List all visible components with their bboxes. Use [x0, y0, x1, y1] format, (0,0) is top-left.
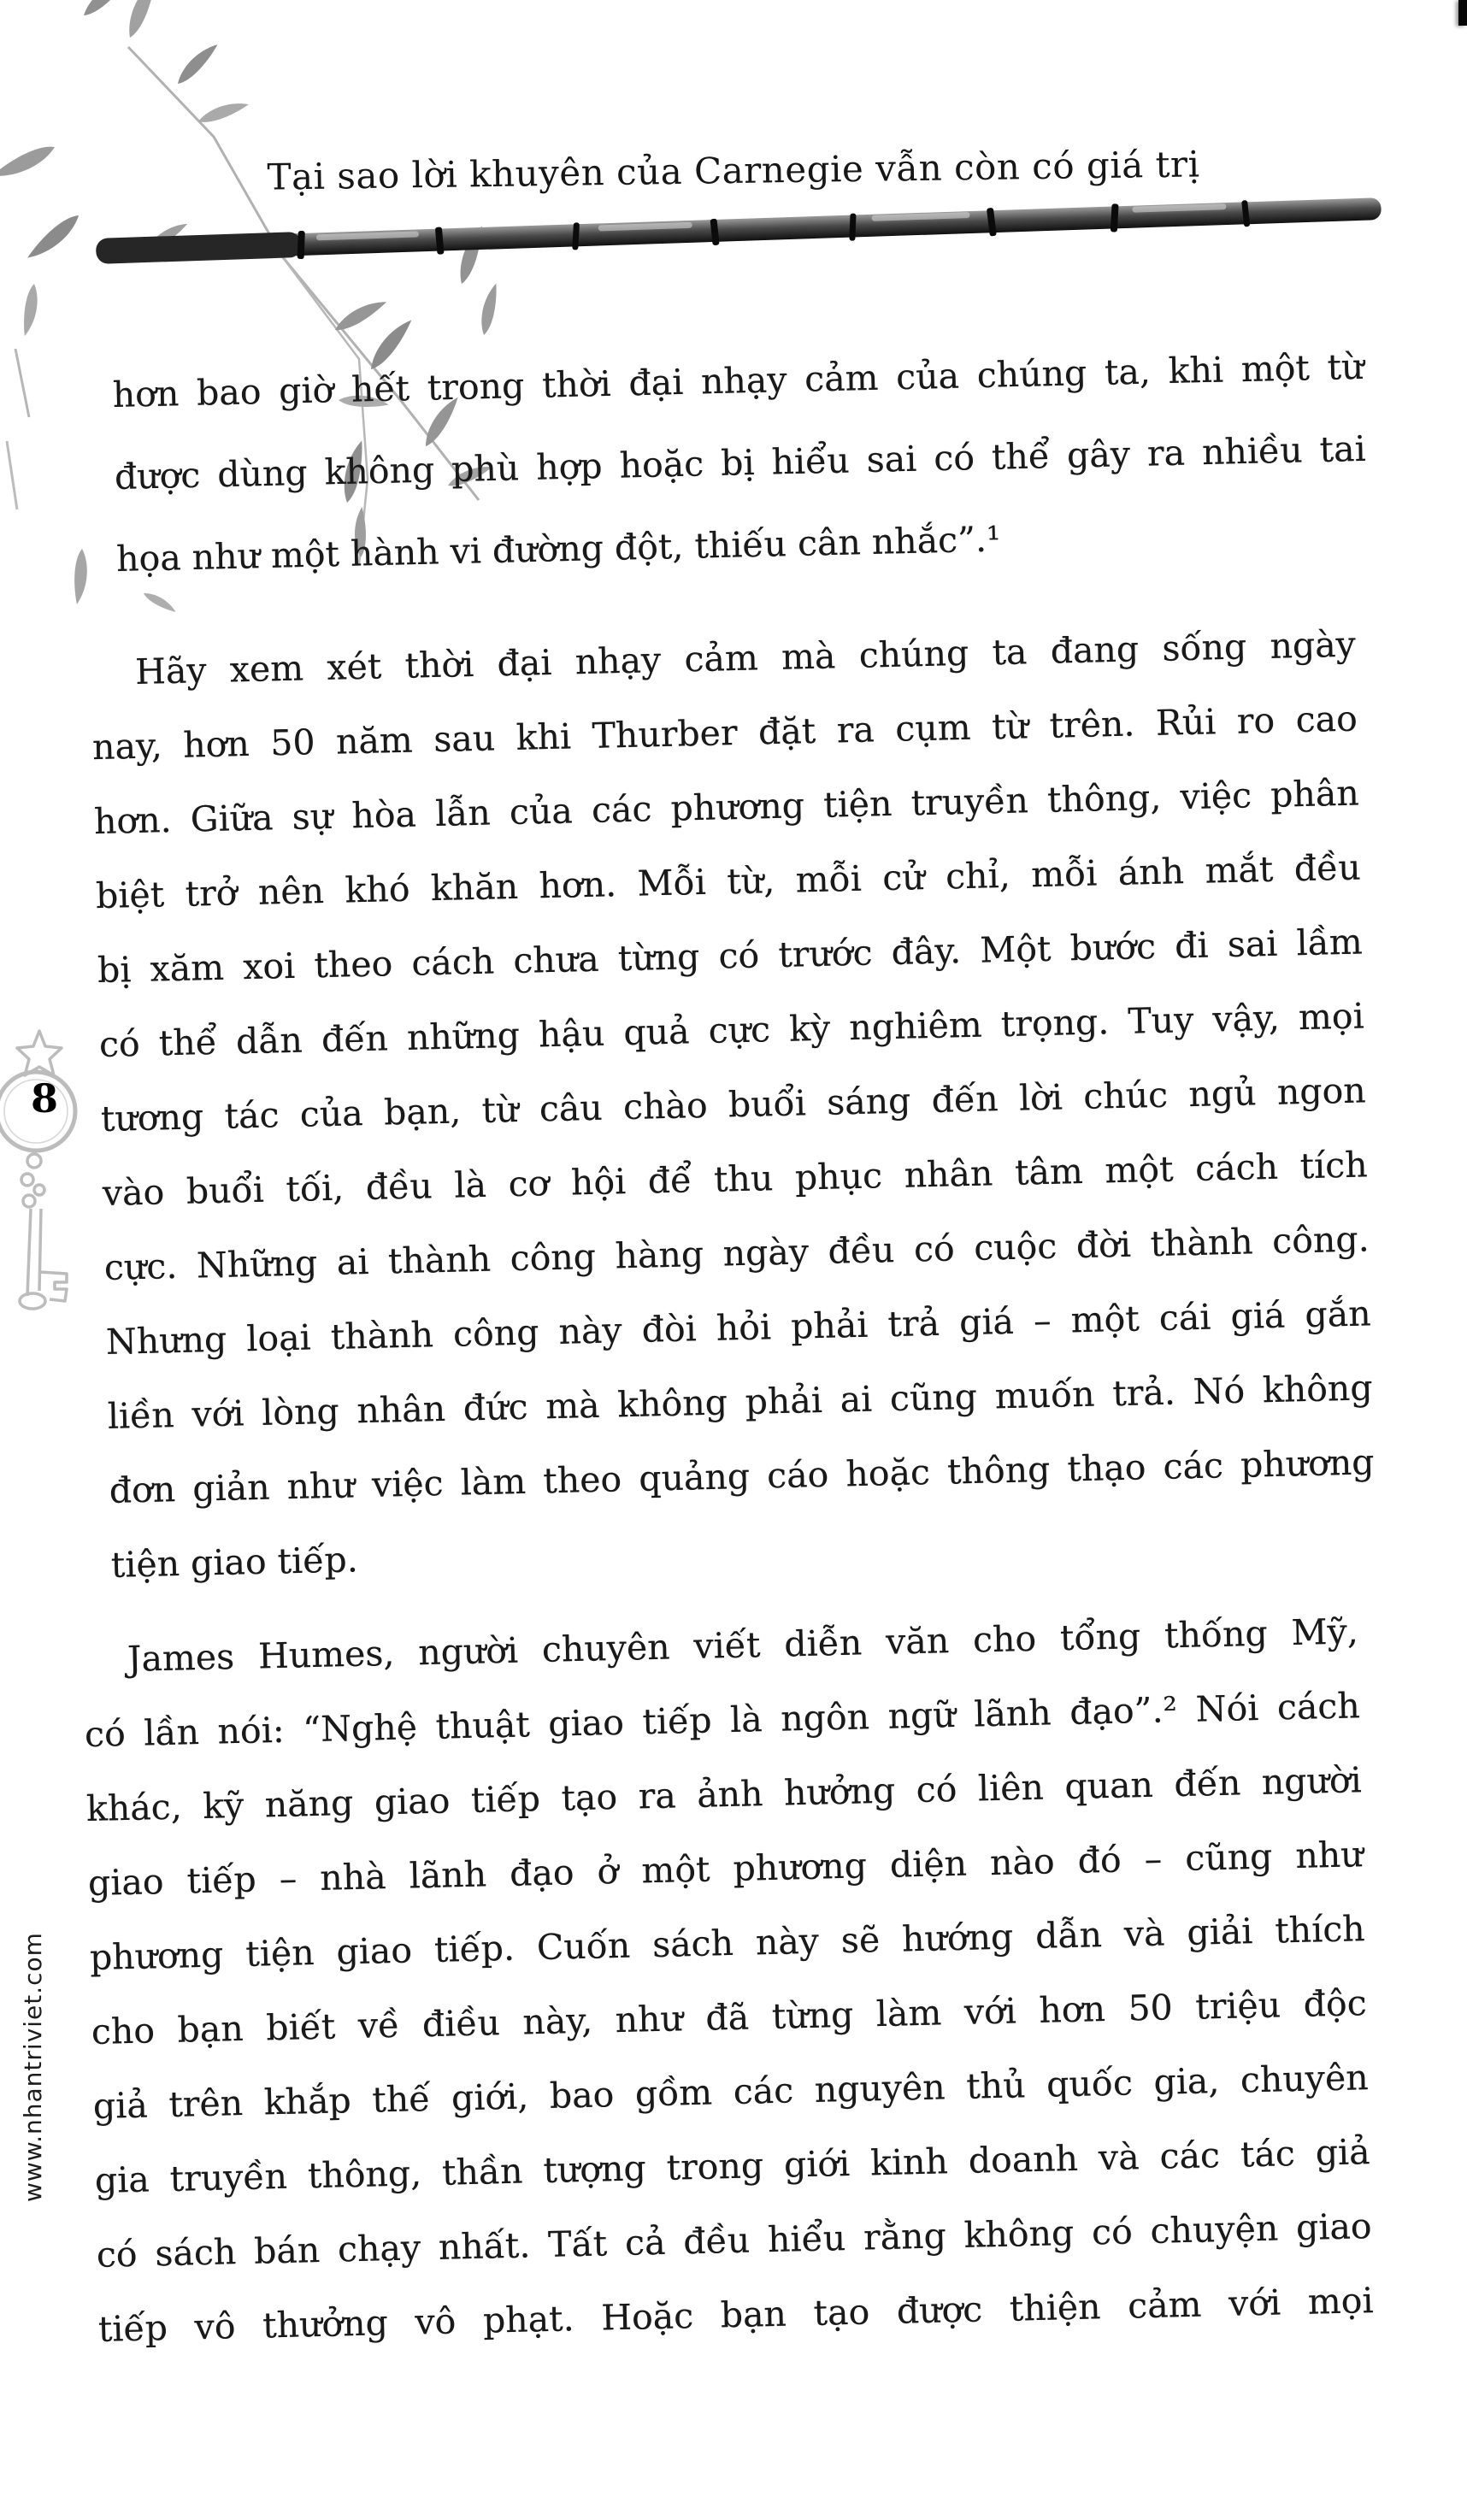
- text-line: James Humes, người chuyên viết diễn văn cho tổng thống Mỹ,: [127, 1610, 1359, 1680]
- text-line: vào buổi tối, đều là cơ hội để thu phục nhân tâm một cách tích: [102, 1144, 1369, 1214]
- text-line: cho bạn biết về điều này, như đã từng làm với hơn 50 triệu độc: [91, 1982, 1368, 2052]
- text-line: khác, kỹ năng giao tiếp tạo ra ảnh hưởng có liên quan đến người: [85, 1759, 1363, 1830]
- key-ornament-icon: [0, 1026, 91, 1322]
- text-line: Hãy xem xét thời đại nhạy cảm mà chúng ta đang sống ngày: [134, 623, 1357, 692]
- text-line: Nhưng loại thành công này đòi hỏi phải trả giá – một cái giá gắn: [105, 1292, 1372, 1363]
- text-line: tương tác của bạn, từ câu chào buổi sáng đến lời chúc ngủ ngon: [100, 1069, 1367, 1139]
- text-line: có lần nói: “Nghệ thuật giao tiếp là ngôn ngữ lãnh đạo”.² Nói cách: [84, 1685, 1361, 1756]
- page-title: Tại sao lời khuyên của Carnegie vẫn còn có giá trị: [267, 143, 1200, 198]
- paragraph: [112, 326, 1369, 600]
- paragraph: [82, 1594, 1374, 2367]
- page-number: 8: [30, 1075, 58, 1122]
- text-line: bị xăm xoi theo cách chưa từng có trước đây. Một bước đi sai lầm: [97, 921, 1364, 992]
- text-line: họa như một hành vi đường đột, thiếu cân nhắc”.¹: [115, 518, 1001, 580]
- text-line: tiện giao tiếp.: [110, 1539, 359, 1586]
- text-line: giả trên khắp thế giới, bao gồm các nguyên thủ quốc gia, chuyên: [92, 2057, 1370, 2127]
- text-line: phương tiện giao tiếp. Cuốn sách này sẽ hướng dẫn và giải thích: [89, 1908, 1366, 1979]
- text-line: giao tiếp – nhà lãnh đạo ở một phương diện nào đó – cũng như: [87, 1834, 1364, 1905]
- text-line: được dùng không phù hợp hoặc bị hiểu sai có thể gây ra nhiều tai: [114, 427, 1367, 498]
- text-line: liền với lòng nhân đức mà không phải ai cũng muốn trả. Nó không: [107, 1367, 1374, 1437]
- text-line: đơn giản như việc làm theo quảng cáo hoặc thông thạo các phương: [109, 1441, 1376, 1511]
- text-line: biệt trở nên khó khăn hơn. Mỗi từ, mỗi cử chỉ, mỗi ánh mắt đều: [95, 846, 1362, 917]
- text-line: có sách bán chạy nhất. Tất cả đều hiểu rằng không có chuyện giao: [96, 2205, 1373, 2276]
- text-line: tiếp vô thưởng vô phạt. Hoặc bạn tạo được thiện cảm với mọi: [97, 2280, 1375, 2350]
- corner-scan-mark-icon: [1458, 0, 1467, 26]
- text-line: cực. Những ai thành công hàng ngày đều có cuộc đời thành công.: [103, 1218, 1370, 1288]
- paragraph: [90, 608, 1376, 1603]
- text-line: hơn. Giữa sự hòa lẫn của các phương tiện truyền thông, việc phân: [93, 772, 1360, 843]
- text-line: hơn bao giờ hết trong thời đại nhạy cảm của chúng ta, khi một từ: [112, 345, 1364, 416]
- website-vertical-text: www.nhantriviet.com: [19, 1932, 47, 2202]
- text-line: có thể dẫn đến những hậu quả cực kỳ nghiêm trọng. Tuy vậy, mọi: [98, 995, 1365, 1066]
- text-line: nay, hơn 50 năm sau khi Thurber đặt ra cụm từ trên. Rủi ro cao: [91, 698, 1358, 768]
- body-text: [84, 345, 1376, 2367]
- text-line: gia truyền thông, thần tượng trong giới kinh doanh và các tác giả: [94, 2131, 1371, 2201]
